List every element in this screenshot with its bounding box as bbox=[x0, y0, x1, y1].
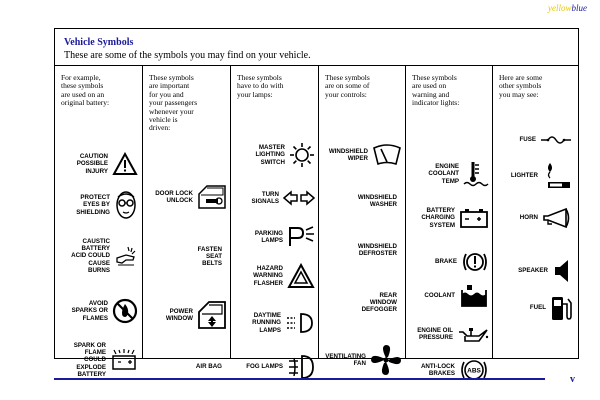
symbol-horn bbox=[520, 207, 572, 229]
symbol-label: HORN bbox=[519, 214, 538, 222]
symbol-label: REAR WINDOW DEFOGGER bbox=[361, 292, 397, 314]
symbol-coolant bbox=[424, 284, 489, 308]
symbol-windshield-defroster bbox=[358, 243, 402, 257]
symbol-label: ENGINE COOLANT TEMP bbox=[428, 163, 459, 185]
symbol-engine-oil-pressure bbox=[417, 324, 489, 344]
acid-hand-icon bbox=[114, 244, 138, 268]
symbol-daytime-lamps bbox=[252, 312, 315, 334]
symbol-engine-coolant-temp bbox=[428, 160, 489, 188]
column-other bbox=[492, 66, 578, 358]
symbol-label: PARKING LAMPS bbox=[254, 229, 283, 244]
column-controls bbox=[318, 66, 406, 367]
symbol-label: SPEAKER bbox=[518, 267, 548, 275]
oil-can-icon bbox=[457, 324, 489, 344]
symbol-label: ANTI-LOCK BRAKES bbox=[420, 362, 455, 377]
symbol-label: FOG LAMPS bbox=[246, 363, 283, 371]
symbol-label: VENTILATING FAN bbox=[325, 352, 366, 367]
battery-explode-icon bbox=[110, 348, 138, 372]
column-passengers bbox=[142, 66, 231, 370]
symbol-protect-eyes bbox=[76, 190, 138, 220]
symbol-label: LIGHTER bbox=[510, 172, 538, 180]
column-warning-lights bbox=[405, 66, 493, 377]
symbol-label: AVOID SPARKS OR FLAMES bbox=[71, 300, 108, 322]
symbol-label: BRAKE bbox=[434, 258, 457, 266]
fuse-icon bbox=[540, 133, 572, 147]
coolant-icon bbox=[459, 284, 489, 308]
wiper-icon bbox=[372, 144, 402, 166]
door-lock-icon bbox=[197, 184, 227, 210]
symbol-fuel bbox=[530, 294, 572, 322]
symbol-rear-defogger bbox=[362, 292, 402, 314]
symbol-avoid-sparks bbox=[72, 298, 138, 324]
column-intro: These symbols are on some of your controls: bbox=[325, 73, 370, 99]
page-number: v bbox=[570, 374, 575, 385]
symbol-caution-injury bbox=[77, 152, 138, 176]
column-lamps bbox=[230, 66, 319, 371]
symbol-label: FUEL bbox=[529, 304, 546, 312]
symbol-label: BATTERY CHARGING SYSTEM bbox=[421, 207, 455, 229]
symbol-label: PROTECT EYES BY SHIELDING bbox=[76, 194, 110, 216]
symbol-battery-charging bbox=[421, 207, 489, 229]
symbol-label: WINDSHIELD DEFROSTER bbox=[357, 243, 397, 258]
symbol-fog-lamps bbox=[246, 354, 315, 380]
symbol-hazard-flasher bbox=[253, 263, 315, 289]
symbol-label: TURN SIGNALS bbox=[251, 190, 279, 205]
symbol-label: DOOR LOCK UNLOCK bbox=[155, 189, 193, 204]
symbol-label: HAZARD WARNING FLASHER bbox=[253, 265, 283, 287]
power-window-icon bbox=[197, 300, 227, 330]
lighter-icon bbox=[542, 160, 572, 192]
brake-icon bbox=[461, 250, 489, 274]
symbol-label: CAUSTIC BATTERY ACID COULD CAUSE BURNS bbox=[71, 238, 110, 274]
symbol-battery-explode bbox=[74, 342, 138, 378]
symbol-ventilating-fan bbox=[325, 344, 402, 376]
symbols-frame bbox=[54, 28, 579, 378]
brand-logo bbox=[548, 3, 587, 13]
symbol-fuse bbox=[519, 133, 572, 147]
column-intro: For example, these symbols are used on an original battery: bbox=[61, 73, 110, 108]
brand-word-blue: blue bbox=[571, 3, 587, 13]
page-subtitle: These are some of the symbols you may find on your vehicle. bbox=[64, 50, 311, 61]
symbol-label: ENGINE OIL PRESSURE bbox=[417, 326, 453, 341]
column-intro: These symbols have to do with your lamps: bbox=[237, 73, 284, 99]
svg-text:ABS: ABS bbox=[467, 367, 481, 375]
washer-icon bbox=[401, 201, 402, 202]
seat-belt-icon bbox=[226, 256, 227, 257]
symbol-label: POWER WINDOW bbox=[165, 307, 193, 322]
symbol-label: AIR BAG bbox=[195, 363, 222, 370]
symbol-caustic-acid bbox=[71, 238, 138, 274]
symbol-brake bbox=[435, 250, 489, 274]
symbol-turn-signals bbox=[251, 190, 315, 206]
symbol-label: SPARK OR FLAME COULD EXPLODE BATTERY bbox=[73, 342, 106, 378]
symbol-label: CAUTION POSSIBLE INJURY bbox=[76, 153, 108, 175]
column-intro: These symbols are used on warning and indicator lights: bbox=[412, 73, 460, 108]
symbol-seat-belts bbox=[198, 246, 227, 268]
symbol-lighter bbox=[511, 160, 572, 192]
parking-lamps-icon bbox=[287, 226, 315, 248]
symbol-label: MASTER LIGHTING SWITCH bbox=[255, 144, 285, 166]
symbol-power-window bbox=[166, 300, 227, 330]
fuel-pump-icon bbox=[550, 294, 572, 322]
symbol-master-lighting bbox=[255, 142, 315, 168]
column-intro: Here are some other symbols you may see: bbox=[499, 73, 543, 99]
symbol-label: FASTEN SEAT BELTS bbox=[197, 246, 222, 268]
fog-lamps-icon bbox=[287, 354, 315, 380]
column-battery bbox=[55, 66, 142, 378]
column-intro: These symbols are important for you and your passengers whenever your vehicle is driven: bbox=[149, 73, 198, 133]
symbol-label: COOLANT bbox=[424, 292, 455, 300]
horn-icon bbox=[542, 207, 572, 229]
footer-rule bbox=[54, 378, 545, 380]
no-flame-icon bbox=[112, 298, 138, 324]
symbol-label: WINDSHIELD WIPER bbox=[328, 147, 368, 162]
symbol-windshield-wiper bbox=[329, 144, 402, 166]
master-lighting-icon bbox=[289, 142, 315, 168]
defroster-icon bbox=[401, 250, 402, 251]
fan-icon bbox=[370, 344, 402, 376]
air-bag-icon bbox=[226, 366, 227, 367]
hazard-triangle-icon bbox=[287, 263, 315, 289]
symbol-label: WINDSHIELD WASHER bbox=[357, 194, 397, 209]
symbol-windshield-washer bbox=[358, 194, 402, 208]
speaker-icon bbox=[552, 258, 572, 284]
turn-signals-icon bbox=[283, 190, 315, 206]
symbol-label: FUSE bbox=[519, 136, 536, 144]
symbol-door-lock bbox=[155, 184, 227, 210]
caution-triangle-icon bbox=[112, 152, 138, 176]
rear-defogger-icon bbox=[401, 302, 402, 303]
brand-word-yellow: yellow bbox=[548, 3, 572, 13]
daytime-lamps-icon bbox=[285, 312, 315, 334]
coolant-temp-icon bbox=[463, 160, 489, 188]
page-title: Vehicle Symbols bbox=[64, 37, 134, 48]
symbol-parking-lamps bbox=[255, 226, 315, 248]
symbol-air-bag bbox=[196, 363, 227, 370]
symbol-speaker bbox=[518, 258, 572, 284]
battery-icon bbox=[459, 207, 489, 229]
face-goggles-icon bbox=[114, 190, 138, 220]
symbol-label: DAYTIME RUNNING LAMPS bbox=[252, 312, 281, 334]
